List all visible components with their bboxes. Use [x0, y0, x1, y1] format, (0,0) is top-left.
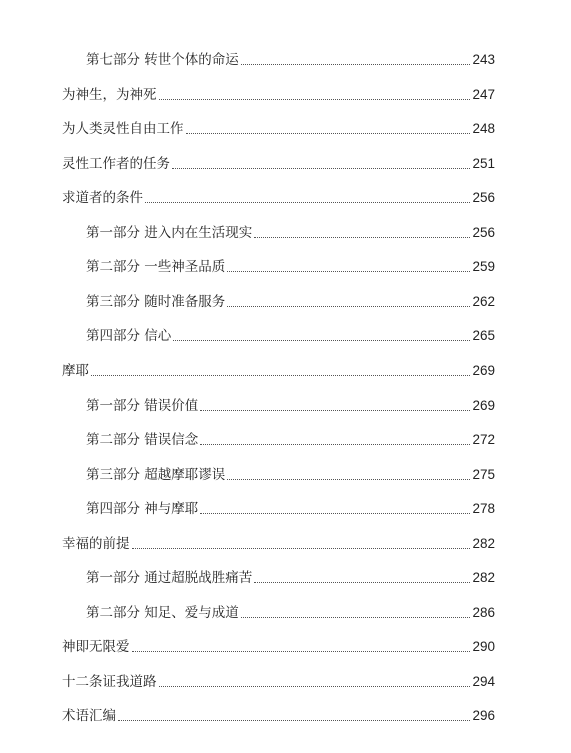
toc-entry[interactable]: [62, 82, 495, 104]
toc-entry[interactable]: [62, 116, 495, 138]
toc-entry-page: 243: [472, 52, 495, 67]
toc-entry[interactable]: [86, 427, 495, 449]
toc-entry-title: 第四部分 神与摩耶: [86, 501, 199, 517]
toc-entry-title: 第三部分 超越摩耶谬误: [86, 467, 226, 483]
dot-leader: [91, 375, 470, 376]
toc-entry[interactable]: [62, 703, 495, 725]
dot-leader: [145, 202, 470, 203]
toc-entry-title: 第一部分 通过超脱战胜痛苦: [86, 570, 253, 586]
toc-entry-title: 求道者的条件: [62, 190, 143, 206]
toc-entry-page: 265: [472, 328, 495, 343]
toc-entry-title: 第四部分 信心: [86, 328, 172, 344]
toc-entry-title: 术语汇编: [62, 708, 116, 724]
toc-entry-page: 251: [472, 156, 495, 171]
toc-entry-page: 248: [472, 121, 495, 136]
dot-leader: [241, 64, 471, 65]
dot-leader: [200, 513, 470, 514]
toc-entry-title: 第一部分 错误价值: [86, 398, 199, 414]
toc-entry-page: 282: [472, 570, 495, 585]
toc-entry-page: 259: [472, 259, 495, 274]
dot-leader: [254, 237, 470, 238]
toc-entry[interactable]: [62, 669, 495, 691]
toc-entry-page: 262: [472, 294, 495, 309]
toc-entry-page: 247: [472, 87, 495, 102]
toc-entry[interactable]: [86, 47, 495, 69]
toc-entry-page: 269: [472, 363, 495, 378]
toc-entry[interactable]: [86, 254, 495, 276]
toc-entry-page: 275: [472, 467, 495, 482]
toc-entry[interactable]: [62, 185, 495, 207]
toc-entry-title: 第三部分 随时准备服务: [86, 294, 226, 310]
toc-entry-page: 286: [472, 605, 495, 620]
dot-leader: [118, 720, 470, 721]
toc-entry-page: 269: [472, 398, 495, 413]
toc-entry-title: 第一部分 进入内在生活现实: [86, 225, 253, 241]
toc-entry-page: 282: [472, 536, 495, 551]
toc-entry-page: 256: [472, 190, 495, 205]
toc-entry[interactable]: [86, 565, 495, 587]
toc-entry-title: 神即无限爱: [62, 639, 130, 655]
dot-leader: [227, 271, 470, 272]
dot-leader: [173, 340, 470, 341]
toc-entry[interactable]: [86, 323, 495, 345]
toc-entry-title: 第二部分 一些神圣品质: [86, 259, 226, 275]
toc-entry-page: 290: [472, 639, 495, 654]
toc-entry-title: 第二部分 知足、爱与成道: [86, 605, 239, 621]
toc-entry-page: 278: [472, 501, 495, 516]
toc-entry-title: 为人类灵性自由工作: [62, 121, 184, 137]
toc-entry-title: 第七部分 转世个体的命运: [86, 52, 239, 68]
toc-entry-page: 294: [472, 674, 495, 689]
toc-entry-title: 灵性工作者的任务: [62, 156, 170, 172]
dot-leader: [186, 133, 471, 134]
dot-leader: [227, 306, 470, 307]
toc-entry[interactable]: [86, 600, 495, 622]
toc-entry[interactable]: [86, 289, 495, 311]
toc-entry[interactable]: [62, 358, 495, 380]
toc-entry-title: 幸福的前提: [62, 536, 130, 552]
toc-entry-page: 256: [472, 225, 495, 240]
dot-leader: [132, 548, 471, 549]
toc-entry-title: 摩耶: [62, 363, 89, 379]
toc-entry-title: 十二条证我道路: [62, 674, 157, 690]
dot-leader: [132, 651, 471, 652]
dot-leader: [159, 99, 471, 100]
dot-leader: [227, 479, 470, 480]
dot-leader: [172, 168, 470, 169]
dot-leader: [254, 582, 470, 583]
toc-entry[interactable]: [86, 393, 495, 415]
dot-leader: [241, 617, 471, 618]
dot-leader: [200, 444, 470, 445]
toc-entry[interactable]: [86, 462, 495, 484]
toc-entry[interactable]: [62, 634, 495, 656]
toc-entry-page: 296: [472, 708, 495, 723]
toc-entry-page: 272: [472, 432, 495, 447]
dot-leader: [159, 686, 471, 687]
toc-entry-title: 第二部分 错误信念: [86, 432, 199, 448]
toc-entry[interactable]: [86, 496, 495, 518]
toc-entry[interactable]: [62, 151, 495, 173]
toc-entry[interactable]: [86, 220, 495, 242]
dot-leader: [200, 410, 470, 411]
toc-entry-title: 为神生，为神死: [62, 87, 157, 103]
toc-entry[interactable]: [62, 531, 495, 553]
